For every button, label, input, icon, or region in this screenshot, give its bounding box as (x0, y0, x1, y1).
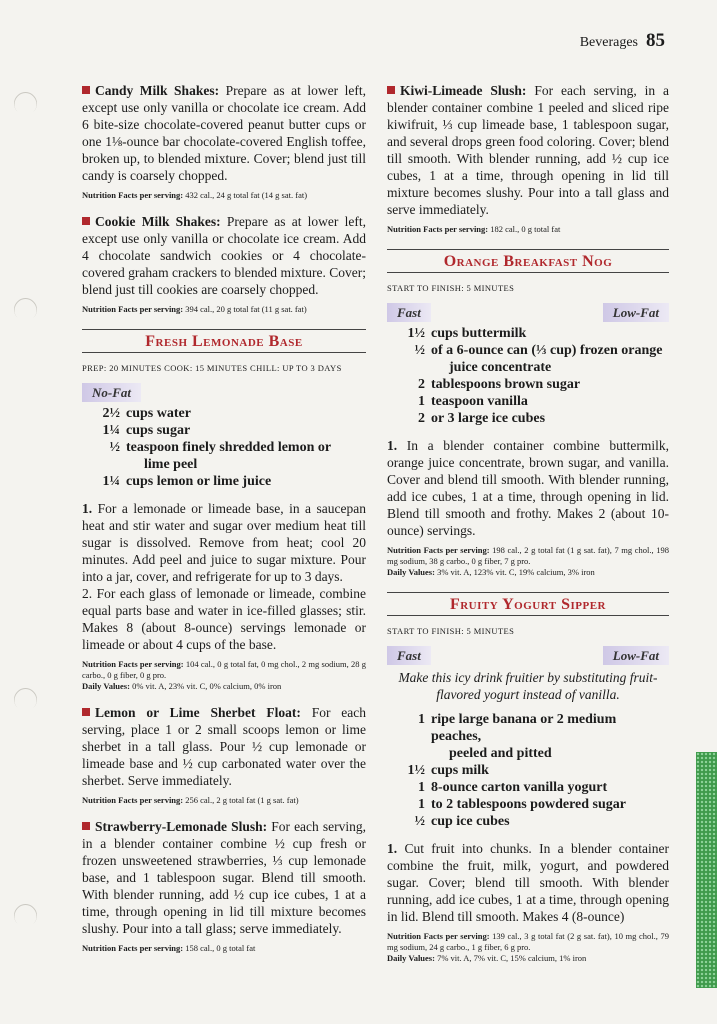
badge-low-fat: Low-Fat (603, 303, 669, 322)
bullet-icon (387, 86, 395, 94)
recipe-text: Kiwi-Limeade Slush: For each serving, in a blender container combine 1 peeled and sliced ripe kiwifruit, ⅓ cup limeade base, 1 tablespoon sugar, and several drops green food coloring. Cover; blend till smooth. With blender running, add ½ cup ice cubes, 1 at a time, through opening in lid till mixture becomes slushy. Pour into a tall glass and serve immediately. (387, 83, 670, 217)
ingredients-list (387, 325, 669, 427)
recipe-title: Kiwi-Limeade Slush: (400, 83, 527, 98)
step: 1. For a lemonade or limeade base, in a saucepan heat and stir water and sugar over medium heat till sugar is dissolved. Remove from heat; cool 20 minutes. Add peel and juice to sugar mixture. Pour into a jar, cover, and refrigerate for up to 3 days. (82, 501, 366, 584)
step: 1. Cut fruit into chunks. In a blender container combine the fruit, milk, yogurt, and powdered sugar. Cover; blend till smooth. With blender running, add ice cubes, 1 at a time, through opening in lid. Blend till smooth. Makes 4 (8-ounce) (387, 841, 670, 924)
bullet-icon (82, 86, 90, 94)
binder-hole (9, 683, 42, 716)
right-column (387, 82, 669, 964)
page-header (580, 30, 665, 52)
kiwi-recipe (387, 82, 669, 235)
bullet-icon (82, 217, 90, 225)
binder-hole (9, 293, 42, 326)
ingredients-list (387, 711, 669, 830)
nutrition-facts: Nutrition Facts per serving: 139 cal., 3 g total fat (2 g sat. fat), 10 mg chol., 79 mg sodium, 24 g carbo., 1 g fiber, 6 g pro. Daily Values: 7% vit. A, 7% vit. C, 15% calcium, 1% iron (387, 931, 670, 963)
nutrition-facts: Nutrition Facts per serving: 198 cal., 2 g total fat (1 g sat. fat), 7 mg chol., 198 mg sodium, 38 g carbo., 0 g fiber, 7 g pro. Daily Values: 3% vit. A, 123% vit. C, 19% calcium, 3% iron (387, 545, 670, 577)
page-number: 85 (646, 30, 665, 51)
recipe-text: Lemon or Lime Sherbet Float: For each serving, place 1 or 2 small scoops lemon or lime sherbet in a tall glass. Pour ½ cup lemonade or limeade base and ½ cup carbonated water over the sherbet. Serve immediately. (82, 705, 367, 788)
section-title: Orange Breakfast Nog (387, 250, 669, 273)
badge-low-fat: Low-Fat (603, 646, 669, 665)
timing: START TO FINISH: 5 MINUTES (387, 626, 515, 636)
ingredient: 1¼ cups lemon or lime juice (102, 474, 272, 489)
recipe-title: Lemon or Lime Sherbet Float: (95, 705, 301, 720)
step: 1. In a blender container combine buttermilk, orange juice concentrate, brown sugar, and vanilla. Cover and blend till smooth. With blender running, add ice cubes, 1 at a time, through opening in lid. Blend till smooth and frothy. Makes 2 (about 10-ounce) servings. (387, 438, 669, 538)
recipe-title: Cookie Milk Shakes: (95, 214, 221, 229)
recipe-intro: Make this icy drink fruitier by substituting fruit-flavored yogurt instead of vanilla. (398, 670, 658, 702)
nutrition-facts: Nutrition Facts per serving: 158 cal., 0 g total fat (82, 943, 256, 953)
ingredient: ½ of a 6-ounce can (⅓ cup) frozen orange juice concentrate (414, 343, 663, 375)
ingredient: 1 ripe large banana or 2 medium peaches, peeled and pitted (418, 712, 617, 761)
ingredient: 1 to 2 tablespoons powdered sugar (418, 797, 626, 812)
recipe-text: Strawberry-Lemonade Slush: For each serving, in a blender container combine ½ cup fresh or frozen unsweetened strawberries, ⅓ cup lemonade base, and 1 tablespoon sugar. Blend till smooth. With blender running, add ½ cup ice cubes, 1 at a time, through opening in lid till mixture becomes slushy. Pour into a tall glass; serve immediately. (82, 819, 367, 936)
strawberry-recipe (82, 818, 366, 954)
step: 2. For each glass of lemonade or limeade, combine equal parts base and water in ice-filled glasses; stir. Makes 8 (about 8-ounce) servings lemonade or limeade or about 4 cups of the base. (82, 586, 366, 652)
recipe-title: Strawberry-Lemonade Slush: (95, 819, 268, 834)
ingredients-list (82, 405, 366, 490)
binder-hole (9, 87, 42, 120)
ingredient: 1 8-ounce carton vanilla yogurt (418, 780, 608, 795)
ingredient: ½ teaspoon finely shredded lemon or lime peel (109, 440, 332, 472)
candy-recipe (82, 82, 366, 201)
section-title: Fresh Lemonade Base (82, 330, 366, 353)
page-tab (696, 752, 717, 988)
badge-fast: Fast (387, 303, 431, 322)
binder-hole (9, 899, 42, 932)
recipe-text: Cookie Milk Shakes: Prepare as at lower left, except use only vanilla or chocolate ice cream. Add 4 chocolate sandwich cookies or 4 chocolate-covered graham crackers to blended mixture. Cover; blend just till cookies are coarsely chopped. (82, 214, 366, 297)
recipe-text: Candy Milk Shakes: Prepare as at lower left, except use only vanilla or chocolate ice cream. Add 6 bite-size chocolate-covered peanut butter cups or one 1⅛-ounce bar chocolate-covered English toffee, broken up, to blended mixture. Cover; blend just till candy is coarsely chopped. (82, 83, 366, 183)
recipe-title: Candy Milk Shakes: (95, 83, 220, 98)
cookie-recipe (82, 213, 366, 315)
left-column (82, 82, 366, 954)
section-title: Fruity Yogurt Sipper (387, 593, 669, 616)
ingredient: 2 tablespoons brown sugar (418, 377, 581, 392)
timing: PREP: 20 MINUTES COOK: 15 MINUTES CHILL: UP TO 3 DAYS (82, 363, 342, 373)
badge-no-fat: No-Fat (82, 383, 141, 402)
float-recipe (82, 704, 366, 806)
ingredient: 2 or 3 large ice cubes (418, 411, 546, 426)
ingredient: 1 teaspoon vanilla (418, 394, 528, 409)
bullet-icon (82, 708, 90, 716)
section-name: Beverages (579, 35, 638, 50)
ingredient: 2½ cups water (102, 406, 191, 421)
ingredient: 1½ cups buttermilk (407, 326, 527, 341)
ingredient: ½ cup ice cubes (414, 814, 510, 829)
ingredient: 1¼ cups sugar (102, 423, 191, 438)
bullet-icon (82, 822, 90, 830)
nutrition-facts: Nutrition Facts per serving: 256 cal., 2 g total fat (1 g sat. fat) (82, 795, 299, 805)
nutrition-facts: Nutrition Facts per serving: 182 cal., 0 g total fat (387, 224, 561, 234)
timing: START TO FINISH: 5 MINUTES (387, 283, 515, 293)
nutrition-facts: Nutrition Facts per serving: 394 cal., 20 g total fat (11 g sat. fat) (82, 304, 307, 314)
ingredient: 1½ cups milk (407, 763, 489, 778)
nutrition-facts: Nutrition Facts per serving: 104 cal., 0 g total fat, 0 mg chol., 2 mg sodium, 28 g carbo., 0 g fiber, 0 g pro. Daily Values: 0% vit. A, 23% vit. C, 0% calcium, 0% iron (82, 659, 366, 691)
badge-fast: Fast (387, 646, 431, 665)
nutrition-facts: Nutrition Facts per serving: 432 cal., 24 g total fat (14 g sat. fat) (82, 190, 308, 200)
